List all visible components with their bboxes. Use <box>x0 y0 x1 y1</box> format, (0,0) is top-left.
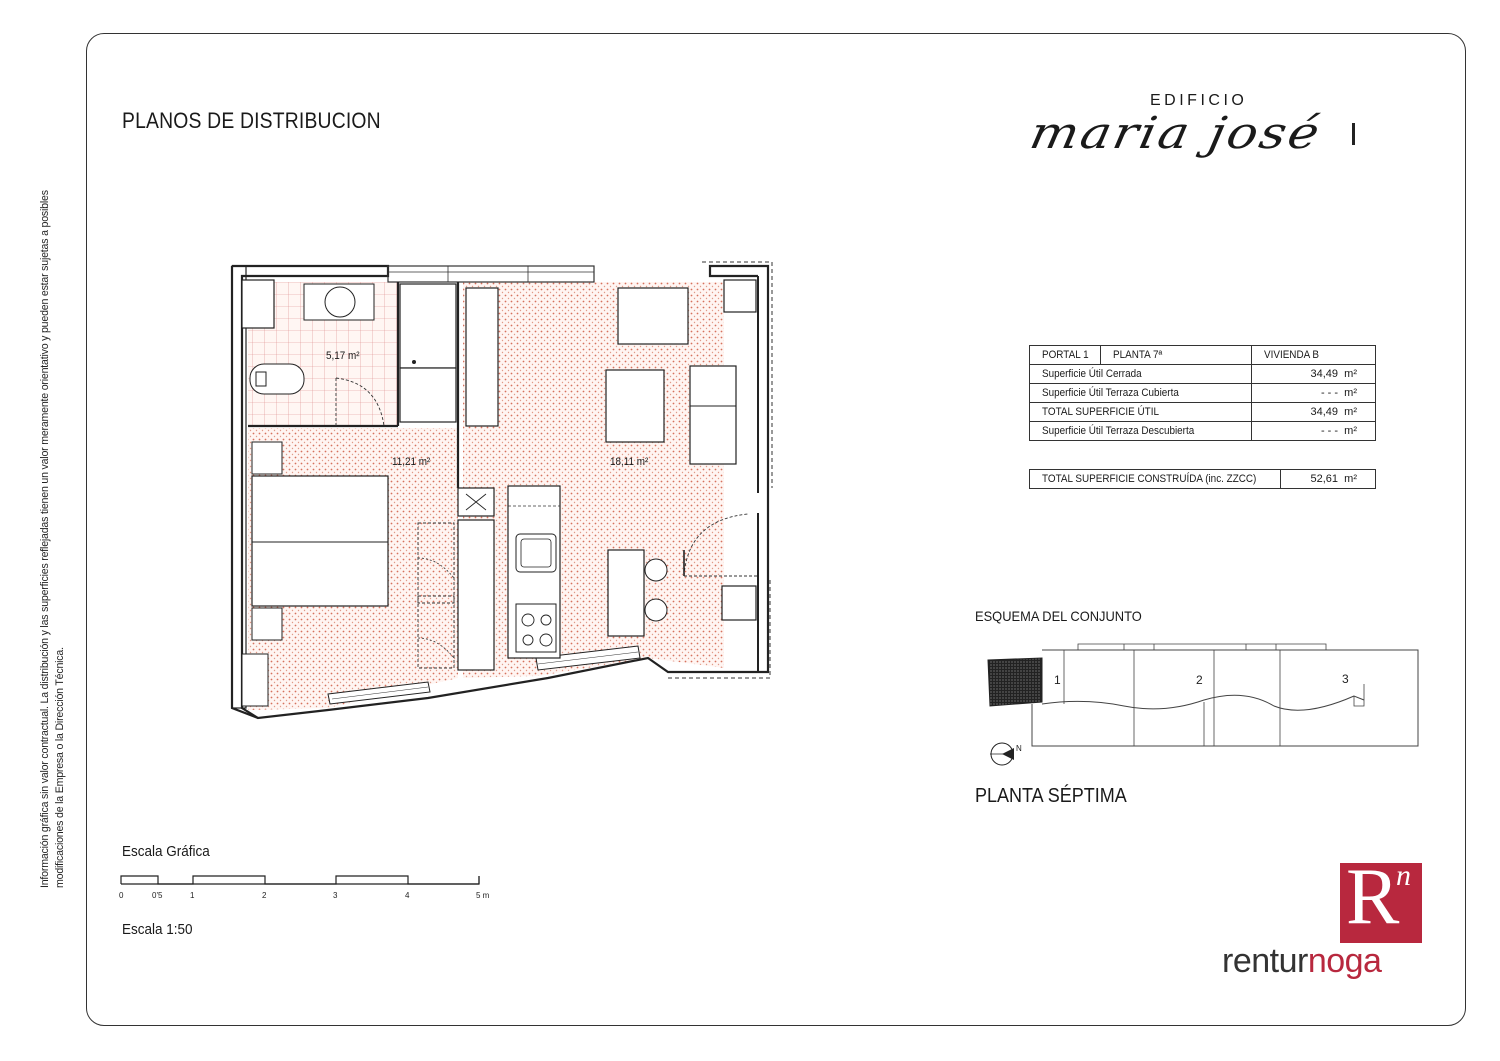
table-row <box>1030 365 1376 384</box>
portal-1-label: 1 <box>1054 673 1061 687</box>
portal-cell: PORTAL 1 <box>1030 346 1101 365</box>
scale-tick: 0 <box>119 891 124 900</box>
row-label: TOTAL SUPERFICIE ÚTIL <box>1030 403 1252 422</box>
table-row <box>1030 422 1376 441</box>
company-logo <box>1340 853 1422 943</box>
building-number <box>1352 123 1355 145</box>
scale-tick: 0'5 <box>152 891 163 900</box>
row-label: Superficie Útil Terraza Cubierta <box>1030 384 1252 403</box>
living-area: 18,11 m² <box>610 456 649 468</box>
floor-plan <box>228 258 778 733</box>
total-value: 52,61 m² <box>1281 470 1376 489</box>
scale-tick: 5 m <box>476 891 490 900</box>
logo-letter-r: R <box>1346 853 1400 941</box>
disclaimer-line-2: modificaciones de la Empresa o la Dirección Técnica. <box>54 647 66 888</box>
logo-letter-n: n <box>1396 859 1411 892</box>
row-value: 34,49 m² <box>1252 403 1376 422</box>
north-label: N <box>1016 744 1022 753</box>
row-label: Superficie Útil Cerrada <box>1030 365 1252 384</box>
floor-name: PLANTA SÉPTIMA <box>975 785 1127 807</box>
scale-tick: 4 <box>405 891 410 900</box>
portal-2-label: 2 <box>1196 673 1203 687</box>
site-scheme <box>984 640 1424 785</box>
bedroom-area: 11,21 m² <box>392 456 431 468</box>
scale-bar <box>118 870 498 911</box>
scale-bar-drawing <box>118 870 498 906</box>
scale-ratio: Escala 1:50 <box>122 921 193 938</box>
scale-tick: 1 <box>190 891 195 900</box>
total-built-surface <box>1029 469 1376 489</box>
row-value: 34,49 m² <box>1252 365 1376 384</box>
table-header-row <box>1030 346 1376 365</box>
total-label: TOTAL SUPERFICIE CONSTRUÍDA (inc. ZZCC) <box>1030 470 1281 489</box>
planta-cell: PLANTA 7ª <box>1101 346 1252 365</box>
row-label: Superficie Útil Terraza Descubierta <box>1030 422 1252 441</box>
table-row <box>1030 384 1376 403</box>
surface-table <box>1029 345 1376 441</box>
scale-tick: 3 <box>333 891 338 900</box>
scale-title: Escala Gráfica <box>122 843 210 860</box>
table-row <box>1030 403 1376 422</box>
scheme-title: ESQUEMA DEL CONJUNTO <box>975 608 1142 624</box>
portal-3-label: 3 <box>1342 672 1349 686</box>
vivienda-cell: VIVIENDA B <box>1252 346 1376 365</box>
disclaimer-line-1: Información gráfica sin valor contractual. La distribución y las superficies reflejadas tienen un valor meramente orientativo y pueden estar sujetas a posibles <box>39 190 51 888</box>
floor-plan-drawing <box>228 258 778 728</box>
disclaimer-note <box>38 168 68 888</box>
row-value: - - - m² <box>1252 422 1376 441</box>
company-wordmark: renturnoga <box>1222 942 1382 980</box>
building-prefix: EDIFICIO <box>1150 92 1248 109</box>
site-scheme-drawing <box>984 640 1424 780</box>
bathroom-area: 5,17 m² <box>326 350 360 362</box>
page-title: PLANOS DE DISTRIBUCION <box>122 108 381 133</box>
building-name: maria josé <box>1025 108 1326 159</box>
table-row <box>1030 470 1376 489</box>
scale-tick: 2 <box>262 891 267 900</box>
row-value: - - - m² <box>1252 384 1376 403</box>
